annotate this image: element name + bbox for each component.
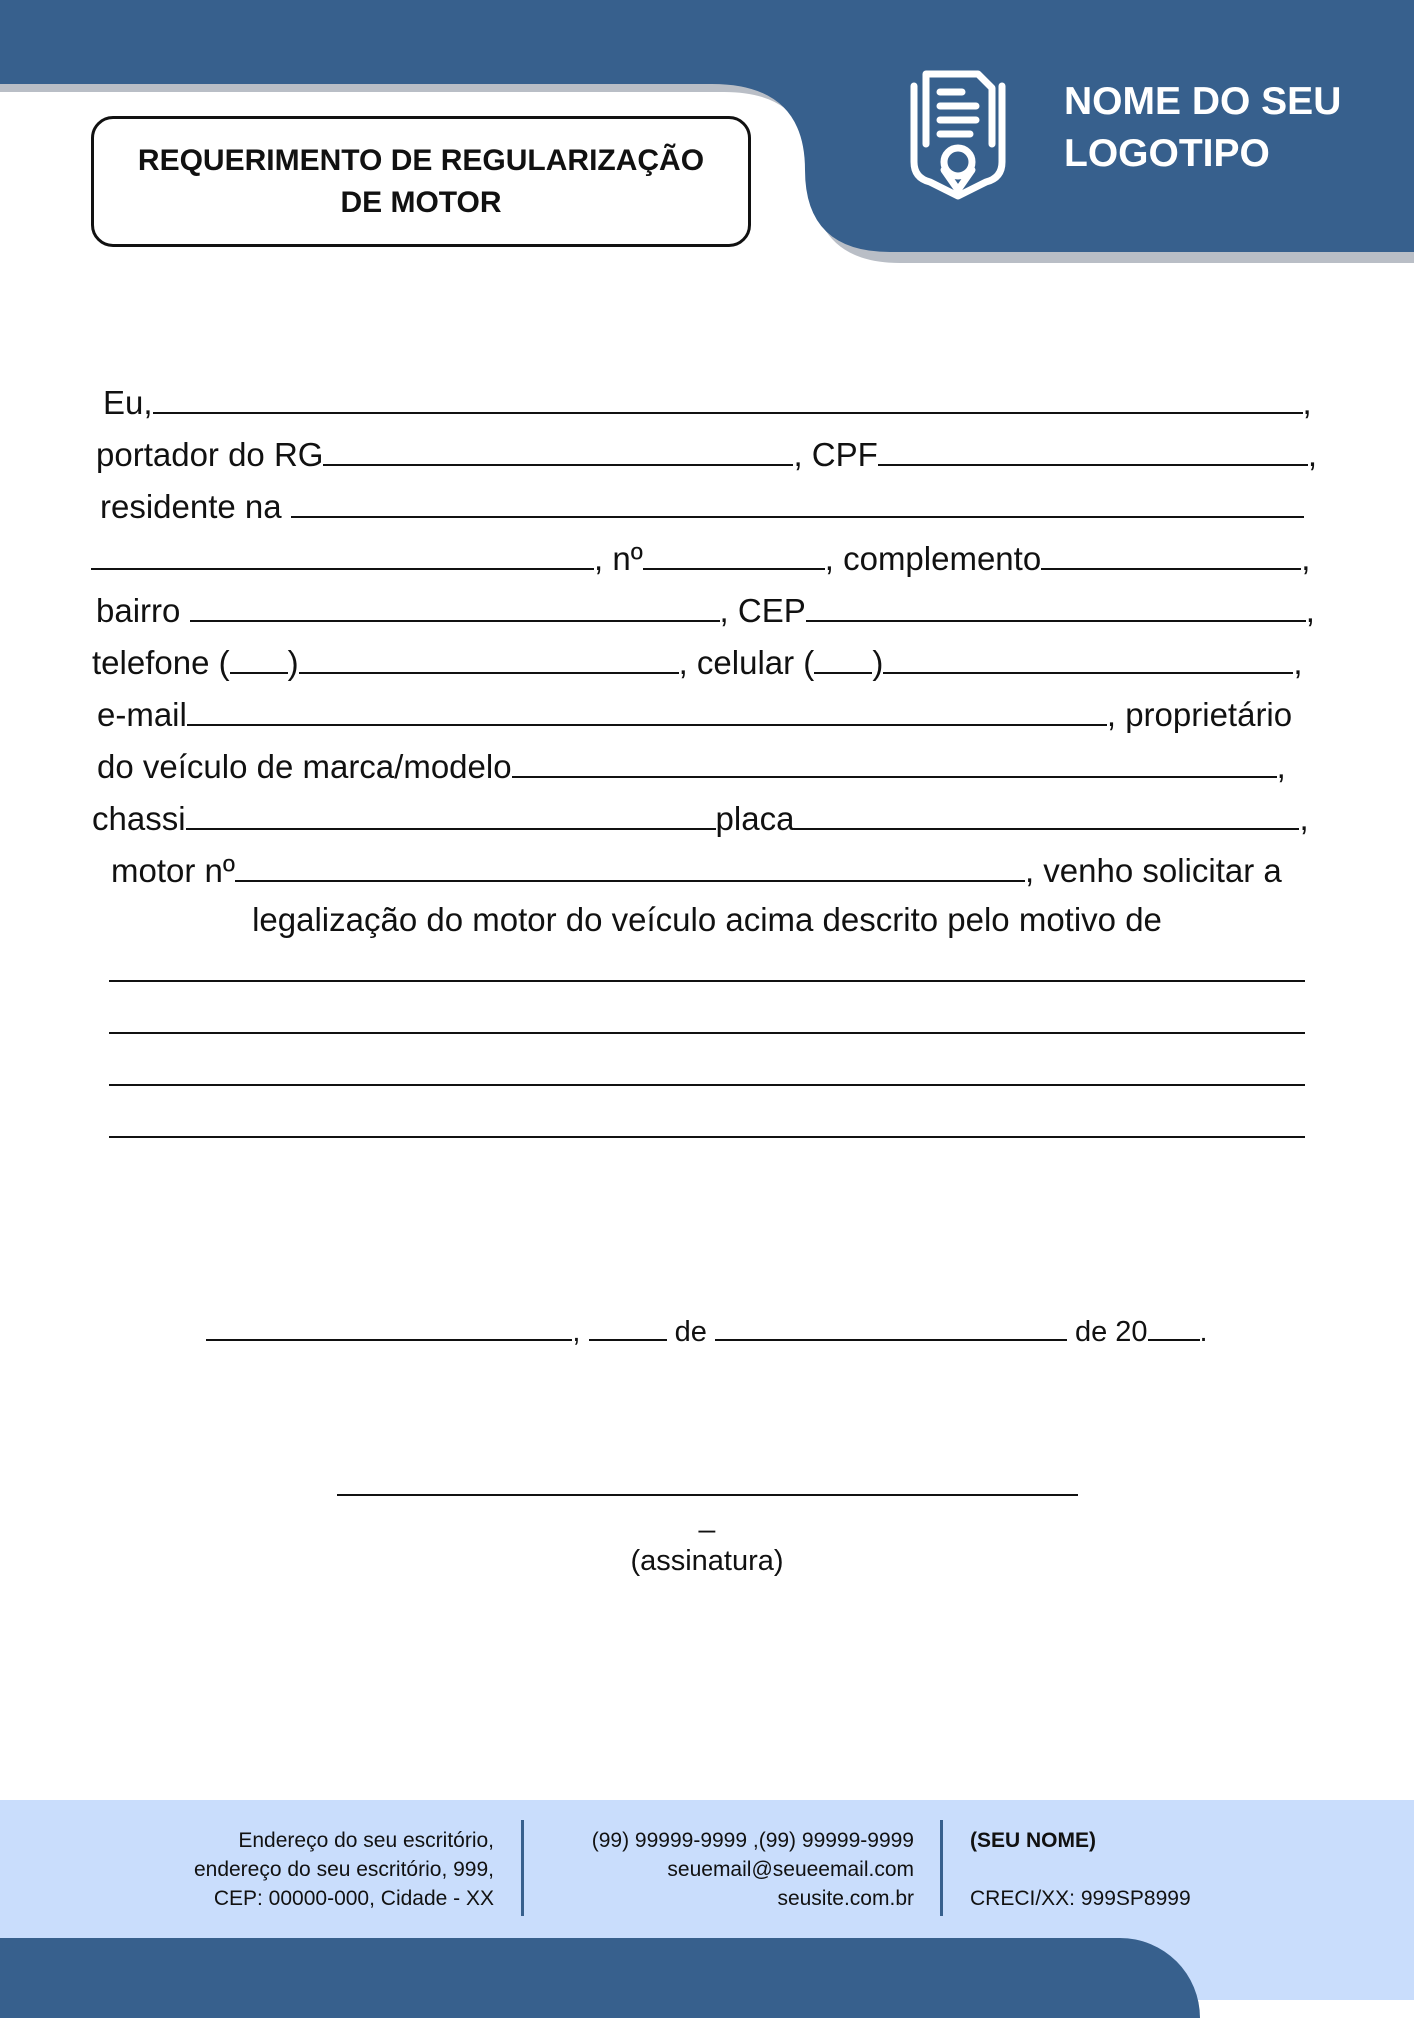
field-row-legalizacao: legalização do motor do veículo acima descrito pelo motivo de <box>252 901 1162 938</box>
field-row-phones: telefone ( ) , celular ( ) , <box>92 638 1302 682</box>
field-row-rg-cpf: portador do RG , CPF , <box>96 430 1317 474</box>
rg-blank[interactable] <box>323 430 793 466</box>
logo-text <box>1064 76 1341 180</box>
field-row-email: e-mail , proprietário <box>97 690 1292 734</box>
footer-divider-2 <box>940 1820 943 1916</box>
year-blank[interactable] <box>1148 1311 1200 1341</box>
reason-line-1[interactable] <box>109 980 1305 982</box>
complement-blank[interactable] <box>1041 534 1301 570</box>
document-title <box>91 116 751 247</box>
footer-creci: CRECI/XX: 999SP8999 <box>970 1887 1191 1910</box>
footer-email[interactable]: seuemail@seueemail.com <box>667 1858 914 1881</box>
bairro-blank[interactable] <box>190 586 720 622</box>
logo-line-2: LOGOTIPO <box>1064 132 1270 175</box>
vehicle-model-blank[interactable] <box>512 742 1277 778</box>
placa-blank[interactable] <box>794 794 1299 830</box>
field-row-name: Eu, , <box>103 378 1312 422</box>
footer-address: Endereço do seu escritório, endereço do seu escritório, 999, CEP: 00000-000, Cidade - XX <box>193 1829 494 1910</box>
field-row-motor: motor nº , venho solicitar a <box>111 846 1282 890</box>
footer-bottom-bar <box>0 1938 1200 2018</box>
signature-dash: _ <box>698 1502 716 1534</box>
name-blank[interactable] <box>153 378 1303 414</box>
chassi-blank[interactable] <box>186 794 716 830</box>
cep-blank[interactable] <box>806 586 1306 622</box>
field-row-vehicle: do veículo de marca/modelo , <box>97 742 1286 786</box>
logo-line-1: NOME DO SEU <box>1064 80 1342 123</box>
address-continuation-blank[interactable] <box>91 534 594 570</box>
footer-agent <box>970 1826 1191 1913</box>
reason-line-3[interactable] <box>109 1084 1305 1086</box>
reason-line-2[interactable] <box>109 1032 1305 1034</box>
title-line-1: REQUERIMENTO DE REGULARIZAÇÃO <box>137 143 705 177</box>
email-blank[interactable] <box>187 690 1107 726</box>
signature-label: (assinatura) <box>630 1545 784 1577</box>
field-row-chassi-placa: chassi placa , <box>92 794 1309 838</box>
field-row-bairro-cep: bairro , CEP , <box>96 586 1315 630</box>
motor-number-blank[interactable] <box>235 846 1025 882</box>
field-row-number-complement: , nº , complemento , <box>91 534 1310 578</box>
mobile-blank[interactable] <box>883 638 1293 674</box>
footer-website[interactable]: seusite.com.br <box>777 1887 914 1910</box>
phone-ddd-blank[interactable] <box>230 638 288 674</box>
footer-contact: (99) 99999-9999 ,(99) 99999-9999 seuemail@seueemail.com seusite.com.br <box>592 1826 914 1913</box>
number-blank[interactable] <box>643 534 825 570</box>
cpf-blank[interactable] <box>878 430 1308 466</box>
address-blank[interactable] <box>291 482 1304 518</box>
phone-blank[interactable] <box>299 638 679 674</box>
document-location-pin-icon <box>900 66 1016 202</box>
city-blank[interactable] <box>206 1311 572 1341</box>
day-blank[interactable] <box>589 1311 667 1341</box>
signature-line[interactable] <box>337 1494 1078 1496</box>
footer-name: (SEU NOME) <box>970 1829 1096 1852</box>
date-line: , de de 20 . <box>0 1310 1414 1354</box>
month-blank[interactable] <box>715 1311 1067 1341</box>
field-row-address: residente na <box>100 482 1304 526</box>
reason-line-4[interactable] <box>109 1136 1305 1138</box>
footer-divider-1 <box>521 1820 524 1916</box>
mobile-ddd-blank[interactable] <box>814 638 872 674</box>
title-line-2: DE MOTOR <box>340 185 502 219</box>
